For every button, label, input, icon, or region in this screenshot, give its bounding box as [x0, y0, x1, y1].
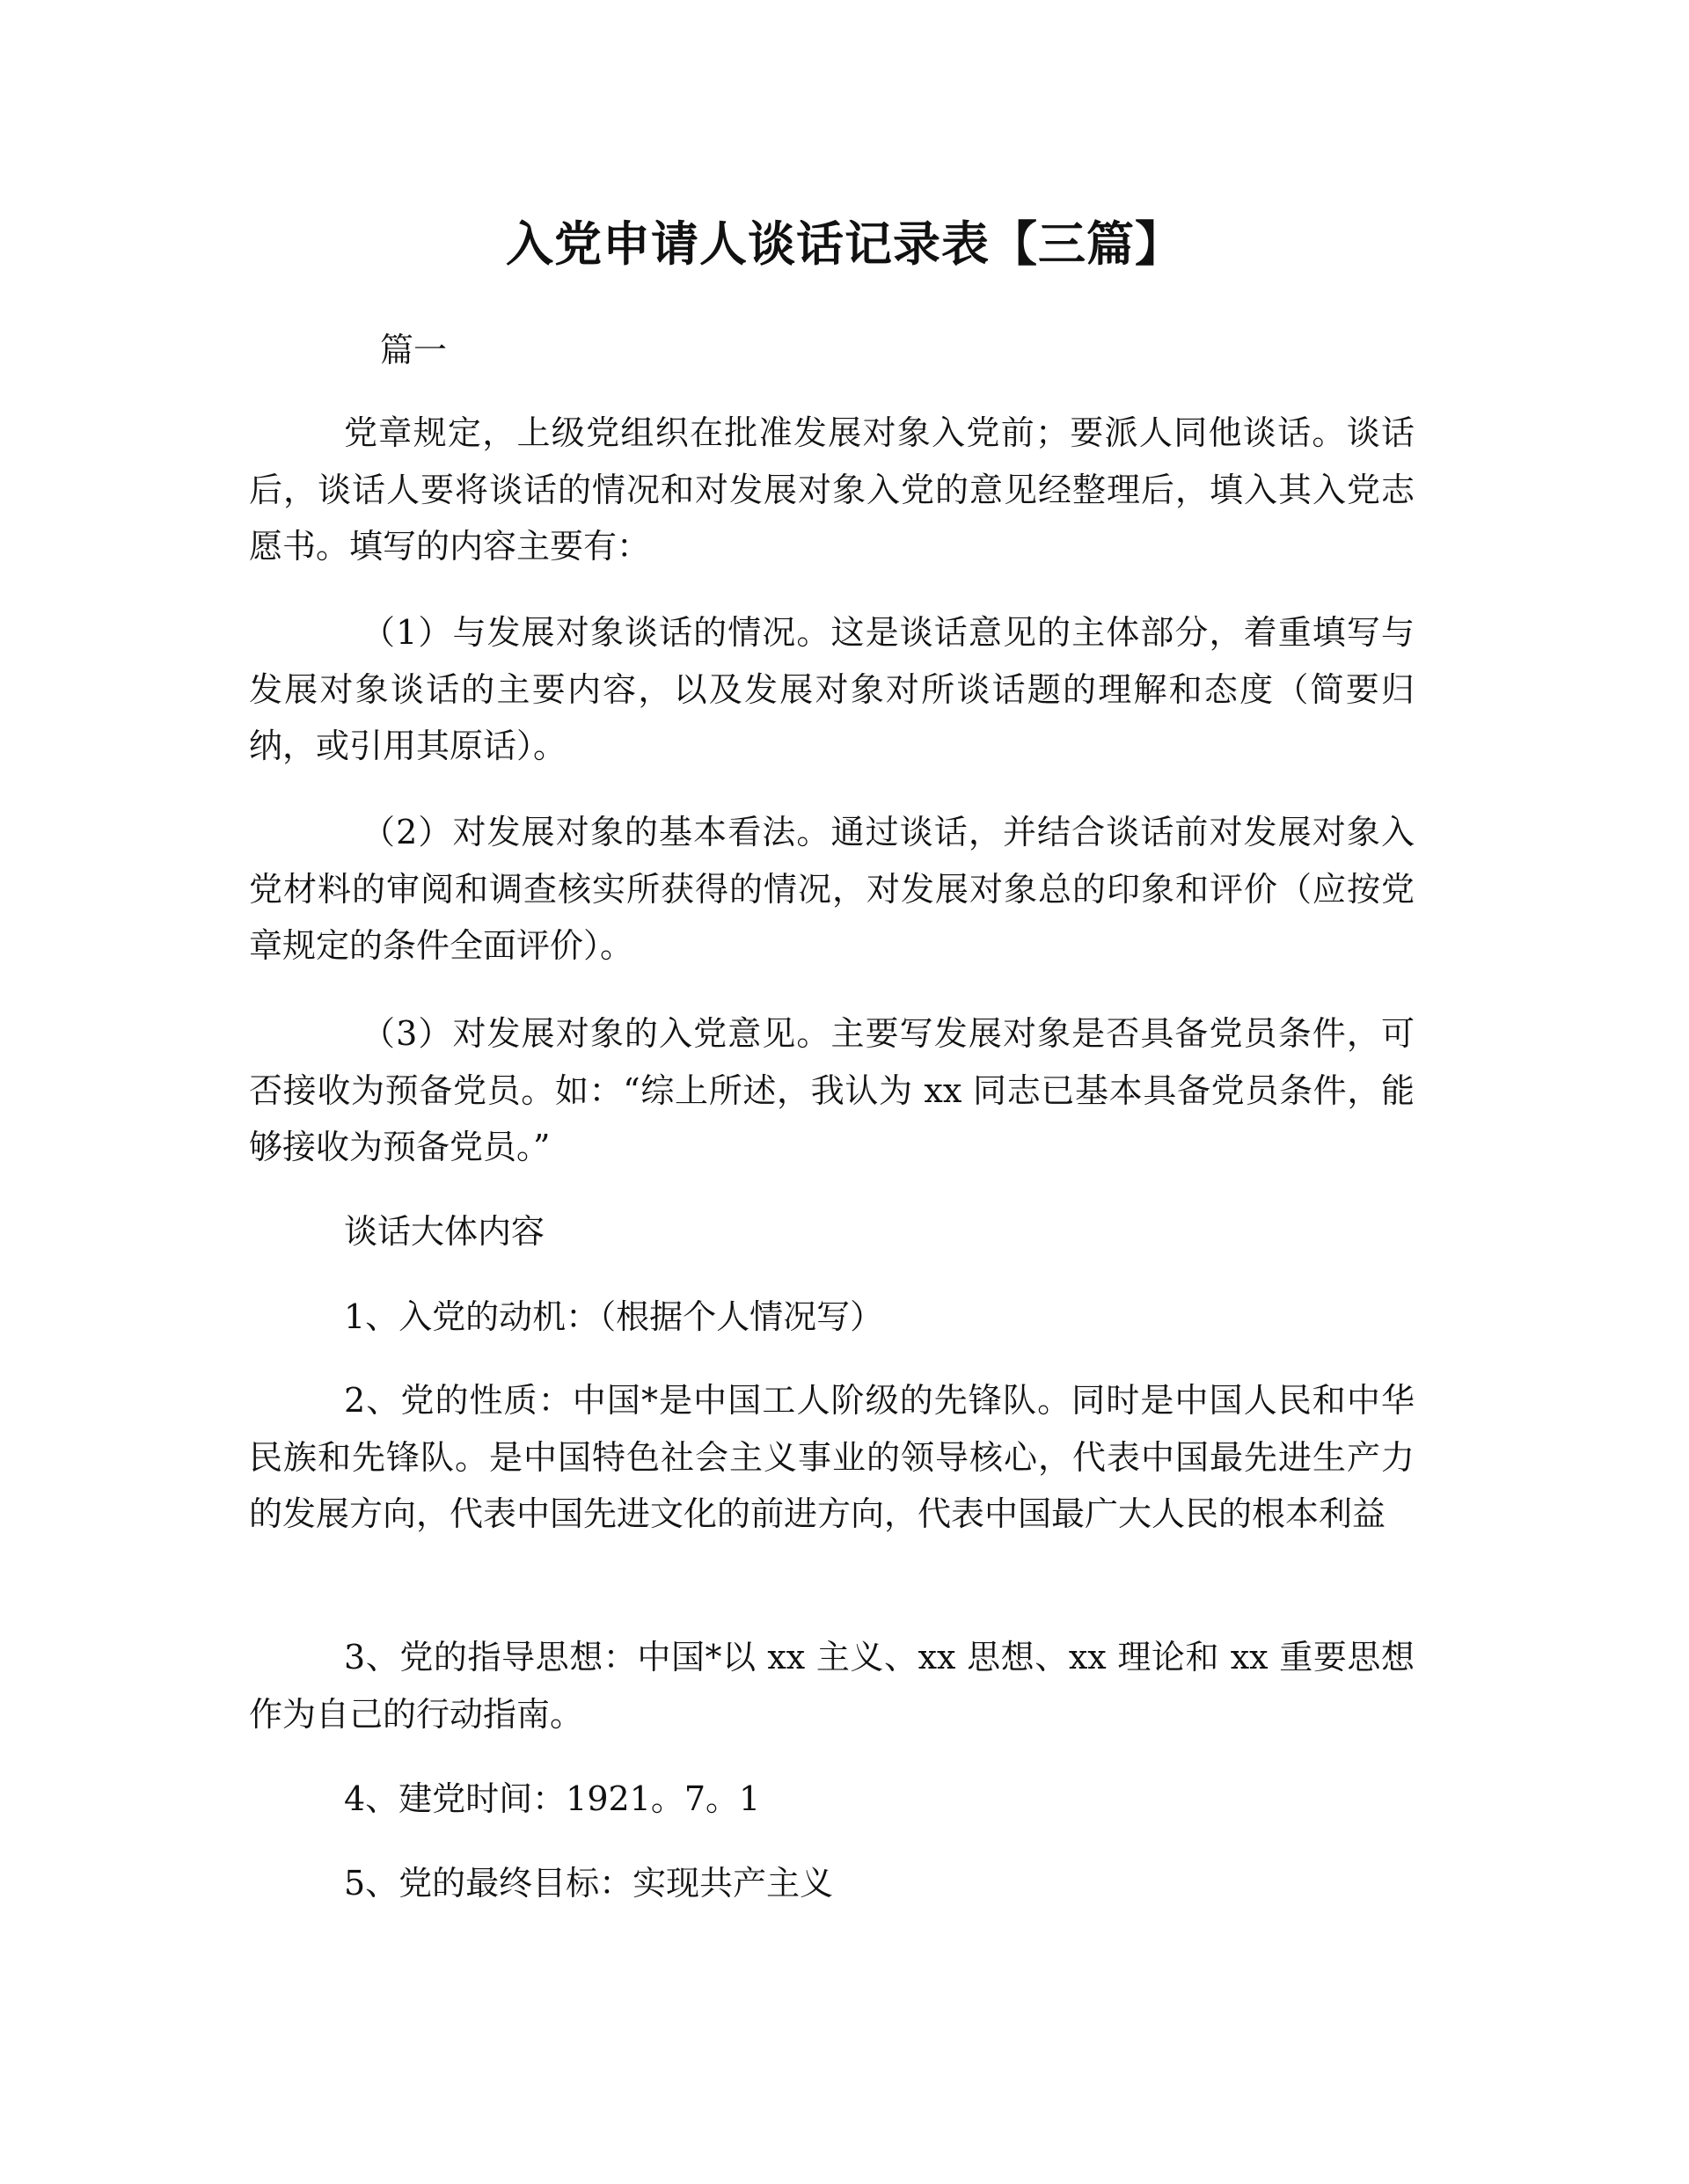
list-item-4: 4、建党时间：1921。7。1 — [344, 1779, 761, 1818]
paragraph-item-1: （1）与发展对象谈话的情况。这是谈话意见的主体部分，着重填写与发展对象谈话的主要内容，以及发展对象对所谈话题的理解和态度（简要归纳，或引用其原话）。 — [249, 613, 1415, 765]
document-title: 入党申请人谈话记录表【三篇】 — [506, 216, 1183, 272]
paragraph-item-2: （2）对发展对象的基本看法。通过谈话，并结合谈话前对发展对象入党材料的审阅和调查核实所获得的情况，对发展对象总的印象和评价（应按党章规定的条件全面评价）。 — [249, 813, 1415, 965]
paragraph-item-3: （3）对发展对象的入党意见。主要写发展对象是否具备党员条件，可否接收为预备党员。如：“综上所述，我认为 xx 同志已基本具备党员条件，能够接收为预备党员。” — [249, 1014, 1415, 1166]
list-item-3: 3、党的指导思想：中国*以 xx 主义、xx 思想、xx 理论和 xx 重要思想作为自己的行动指南。 — [249, 1638, 1415, 1734]
list-item-1: 1、入党的动机：（根据个人情况写） — [344, 1297, 884, 1336]
list-item-2: 2、党的性质：中国*是中国工人阶级的先锋队。同时是中国人民和中华民族和先锋队。是中国特色社会主义事业的领导核心，代表中国最先进生产力的发展方向，代表中国先进文化的前进方向，代表中国最广大人民的根本利益 — [249, 1381, 1415, 1533]
section-heading: 篇一 — [380, 331, 448, 369]
paragraph-intro: 党章规定，上级党组织在批准发展对象入党前；要派人同他谈话。谈话后，谈话人要将谈话的情况和对发展对象入党的意见经整理后，填入其入党志愿书。填写的内容主要有： — [249, 413, 1415, 566]
list-item-5: 5、党的最终目标：实现共产主义 — [344, 1864, 834, 1903]
subheading-talk-content: 谈话大体内容 — [344, 1212, 545, 1251]
